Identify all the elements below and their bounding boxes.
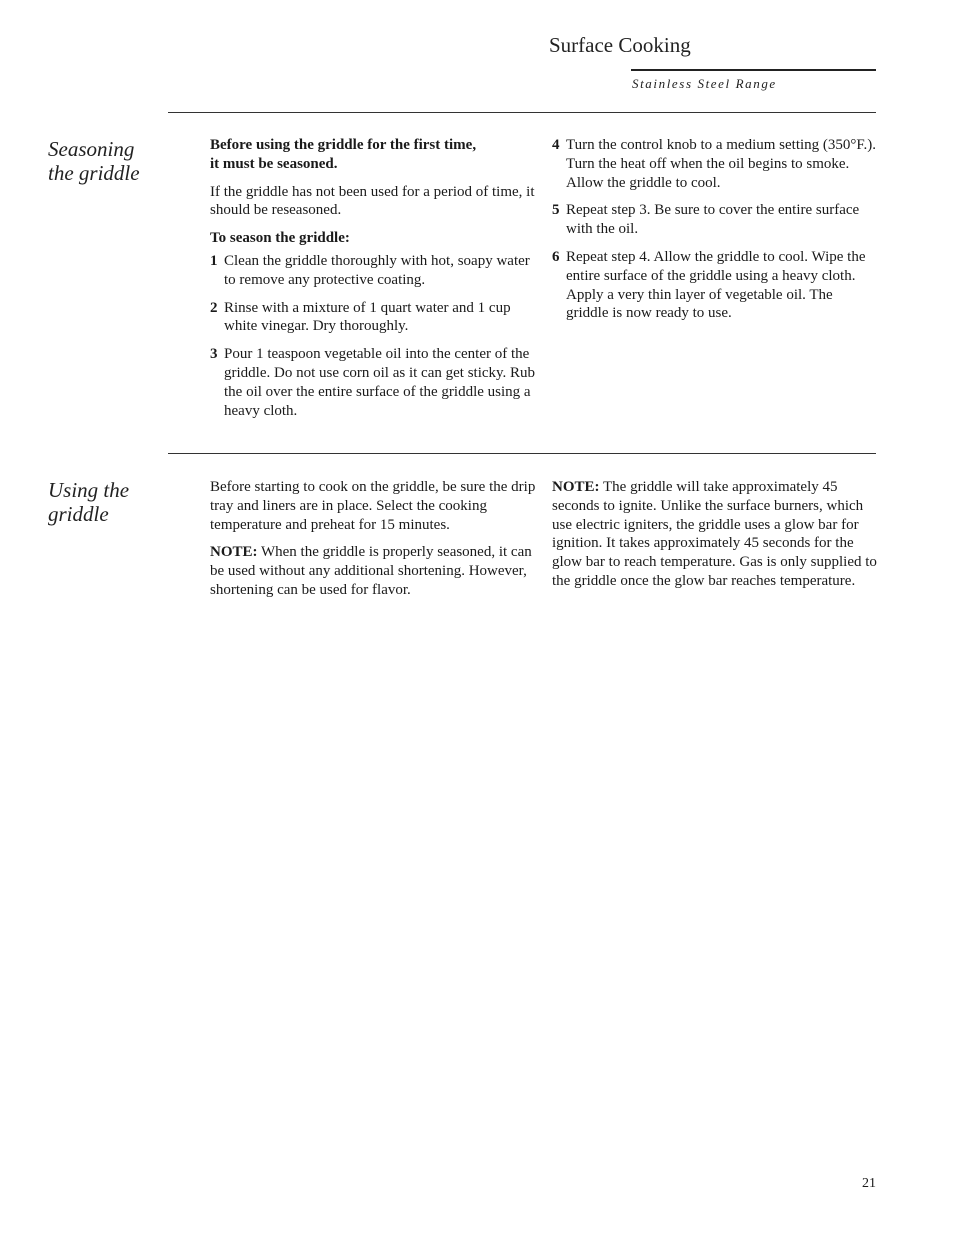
step-item bbox=[210, 299, 536, 337]
seasoning-heading-line1: Seasoning bbox=[48, 137, 135, 161]
step-text: Rinse with a mixture of 1 quart water and 1 cup white vinegar. Dry thoroughly. bbox=[224, 299, 511, 335]
step-item bbox=[552, 136, 878, 192]
steps-heading: To season the griddle: bbox=[210, 230, 350, 247]
seasoning-heading bbox=[48, 138, 168, 185]
seasoning-intro-line2: it must be seasoned. bbox=[210, 155, 338, 172]
seasoning-column-right bbox=[552, 136, 878, 332]
using-note-1 bbox=[210, 543, 538, 599]
step-item bbox=[552, 201, 878, 239]
product-name: Stainless Steel Range bbox=[632, 76, 777, 91]
using-column-right bbox=[552, 478, 878, 600]
using-heading-line1: Using the bbox=[48, 478, 130, 502]
using-column-left bbox=[210, 478, 538, 609]
note-text: The griddle will take approximately 45 seconds to ignite. Unlike the surface burners, which use electric igniters, the griddle uses a glow bar for ignition. It takes approximately 45 seconds for the glow bar to reach temperature. Gas is only supplied to the griddle once the glow bar reaches temperature. bbox=[552, 479, 877, 589]
note-label: NOTE: bbox=[552, 479, 600, 495]
step-number: 5 bbox=[552, 202, 560, 219]
seasoning-intro bbox=[210, 136, 536, 174]
step-number: 6 bbox=[552, 248, 560, 265]
header-rule bbox=[631, 69, 876, 71]
step-number: 4 bbox=[552, 137, 560, 153]
step-text: Pour 1 teaspoon vegetable oil into the center of the griddle. Do not use corn oil as it can get sticky. Rub the oil over the entire surface of the griddle using a heavy cloth. bbox=[224, 346, 536, 419]
step-item bbox=[210, 252, 536, 290]
step-text: Repeat step 3. Be sure to cover the entire surface with the oil. bbox=[566, 202, 860, 238]
seasoning-intro-line1: Before using the griddle for the first time, bbox=[210, 137, 477, 153]
seasoning-column-left bbox=[210, 136, 536, 429]
step-text: Clean the griddle thoroughly with hot, soapy water to remove any protective coating. bbox=[224, 252, 530, 288]
step-number: 3 bbox=[210, 346, 218, 363]
seasoning-heading-line2: the griddle bbox=[48, 160, 140, 185]
note-text: When the griddle is properly seasoned, it can be used without any additional shortening. However, shortening can be used for flavor. bbox=[210, 544, 532, 598]
using-note-2 bbox=[552, 478, 878, 591]
section-divider-top bbox=[168, 112, 876, 113]
step-number: 2 bbox=[210, 299, 218, 316]
using-heading bbox=[48, 479, 168, 526]
step-text: Repeat step 4. Allow the griddle to cool. Wipe the entire surface of the griddle using a heavy cloth. Apply a very thin layer of vegetable oil. The griddle is now ready to use. bbox=[566, 248, 866, 322]
using-intro: Before starting to cook on the griddle, be sure the drip tray and liners are in place. Select the cooking temperature and preheat for 15 minutes. bbox=[210, 479, 536, 533]
section-divider-middle bbox=[168, 453, 876, 454]
reseason-paragraph: If the griddle has not been used for a period of time, it should be reseasoned. bbox=[210, 183, 535, 219]
note-label: NOTE: bbox=[210, 544, 258, 561]
step-number: 1 bbox=[210, 252, 218, 269]
page-number: 21 bbox=[862, 1176, 876, 1191]
step-item bbox=[552, 248, 878, 323]
step-text: Turn the control knob to a medium setting (350°F.). Turn the heat off when the oil begins to smoke. Allow the griddle to cool. bbox=[566, 137, 877, 191]
step-item bbox=[210, 345, 536, 420]
using-heading-line2: griddle bbox=[48, 501, 109, 526]
section-title: Surface Cooking bbox=[549, 33, 691, 57]
